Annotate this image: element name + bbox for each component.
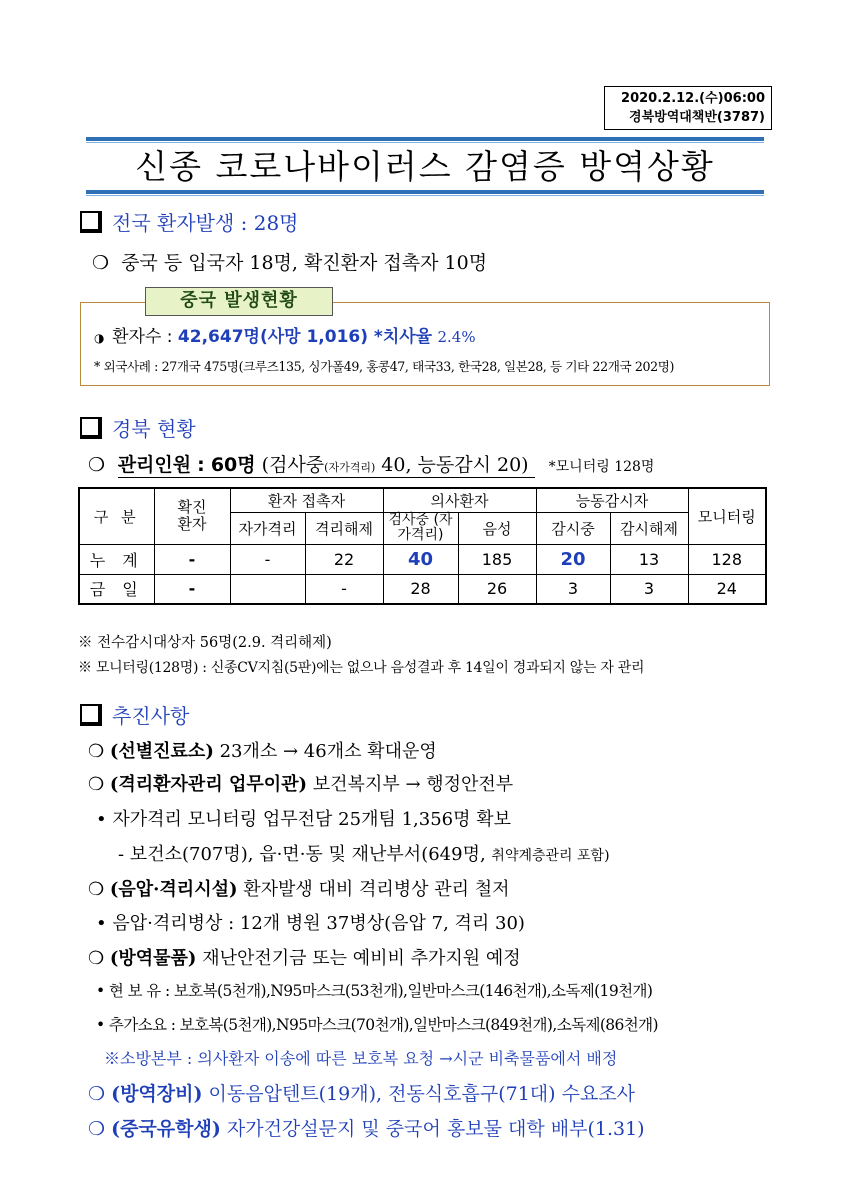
cell-monitoring: 128 <box>688 544 766 574</box>
circle-bullet-icon: ❍ <box>88 1118 112 1140</box>
china-status-label: 중국 발생현황 <box>145 287 333 316</box>
action-4-sub1 <box>96 979 652 1001</box>
title-rule-top <box>86 137 764 141</box>
cell-negative: 26 <box>458 574 536 604</box>
half-circle-bullet-icon: ◑ <box>94 331 113 345</box>
col-confirmed: 확진 환자 <box>154 488 230 544</box>
national-detail: 중국 등 입국자 18명, 확진환자 접촉자 10명 <box>121 252 488 274</box>
circle-bullet-icon: ❍ <box>88 879 110 900</box>
cell-testing: 28 <box>383 574 458 604</box>
report-office: 경북방역대책반(3787) <box>629 110 765 125</box>
circle-bullet-icon: ❍ <box>92 252 122 274</box>
action-4-sub2 <box>96 1013 658 1035</box>
cell-watching: 20 <box>536 544 610 574</box>
managed-colon: : <box>197 454 205 476</box>
china-patients-prefix: 환자수 : <box>112 327 173 347</box>
china-fatality-rate: 2.4% <box>437 328 476 346</box>
managed-label: 관리인원 <box>117 454 192 476</box>
national-heading: 전국 환자발생 : 28명 <box>112 211 299 235</box>
row-label: 누 계 <box>79 544 154 574</box>
action-5 <box>88 1079 635 1106</box>
action-4-note: ※소방본부 : 의사환자 이송에 따른 보호복 요청 →시군 비축물품에서 배정 <box>104 1049 618 1068</box>
title-rule-top-thin <box>86 142 764 143</box>
sub-watching: 감시중 <box>536 512 610 544</box>
date-stamp <box>604 86 772 130</box>
action-2-sub <box>96 805 511 831</box>
section-box-icon <box>80 211 102 233</box>
cell-confirmed: - <box>154 574 230 604</box>
china-patients-line <box>94 322 476 347</box>
cell-release: 22 <box>305 544 383 574</box>
note-2: ※ 모니터링(128명) : 신종CV지침(5판)에는 없으나 음성결과 후 14일이 경과되지 않는 자 관리 <box>78 660 645 676</box>
section-actions <box>80 700 189 729</box>
cell-self: - <box>230 544 305 574</box>
managed-detail-b: 40, 능동감시 20) <box>381 454 529 476</box>
sub-release: 격리해제 <box>305 512 383 544</box>
action-3-sub <box>96 909 525 935</box>
cell-self <box>230 574 305 604</box>
sub-self: 자가격리 <box>230 512 305 544</box>
action-2-sub2-text: - 보건소(707명), 읍·면·동 및 재난부서(649명, <box>118 844 486 865</box>
action-5-text: 이동음압텐트(19개), 전동식호흡구(71대) 수요조사 <box>208 1083 636 1105</box>
table-row <box>79 574 766 604</box>
report-date: 2020.2.12.(수)06:00 <box>621 91 765 106</box>
action-4-sub1-text: 현 보 유 : 보호복(5천개),N95마스크(53천개),일반마스크(146천개),소독제(19천개) <box>108 982 653 1000</box>
action-1-tag: (선별진료소) <box>109 741 214 762</box>
circle-bullet-icon: ❍ <box>88 454 112 476</box>
managed-detail-a: (검사중 <box>261 454 325 476</box>
action-6-text: 자가건강설문지 및 중국어 홍보물 대학 배부(1.31) <box>226 1118 645 1140</box>
action-2-sub2 <box>118 840 610 866</box>
cell-monitoring: 24 <box>688 574 766 604</box>
action-3 <box>88 875 510 901</box>
circle-bullet-icon: ❍ <box>88 774 110 795</box>
note-1: ※ 전수감시대상자 56명(2.9. 격리해제) <box>78 635 332 651</box>
dot-bullet-icon: • <box>96 913 113 934</box>
action-2-sub2-small: 취약계층관리 포함) <box>491 848 610 864</box>
dot-bullet-icon: • <box>96 809 113 830</box>
cell-negative: 185 <box>458 544 536 574</box>
action-6-tag: (중국유학생) <box>111 1118 221 1140</box>
group-active: 능동감시자 <box>536 488 688 512</box>
row-label: 금 일 <box>79 574 154 604</box>
action-4-sub2-text: 추가소요 : 보호복(5천개),N95마스크(70천개),일반마스크(849천개),소독제(86천개) <box>108 1016 658 1034</box>
sub-negative: 음성 <box>458 512 536 544</box>
cell-watch-release: 3 <box>610 574 688 604</box>
page-title: 신종 코로나바이러스 감염증 방역상황 <box>135 147 715 186</box>
section-box-icon <box>80 417 102 439</box>
action-4-text: 재난안전기금 또는 예비비 추가지원 예정 <box>202 948 521 969</box>
actions-heading: 추진사항 <box>112 704 190 728</box>
action-1 <box>88 737 437 763</box>
cell-testing: 40 <box>383 544 458 574</box>
action-4-tag: (방역물품) <box>109 948 197 969</box>
action-5-tag: (방역장비) <box>111 1083 203 1105</box>
sub-watch-release: 감시해제 <box>610 512 688 544</box>
circle-bullet-icon: ❍ <box>88 1083 112 1105</box>
managed-line <box>88 450 654 477</box>
group-contacts: 환자 접촉자 <box>230 488 383 512</box>
china-patients-value: 42,647명(사망 1,016) *치사율 <box>177 327 433 347</box>
col-gubun: 구 분 <box>79 488 154 544</box>
status-table <box>78 487 767 605</box>
section-gyeongbuk <box>80 413 196 442</box>
gyeongbuk-heading: 경북 현황 <box>112 417 196 441</box>
action-3-tag: (음압·격리시설) <box>109 879 238 900</box>
managed-total: 60명 <box>210 454 256 476</box>
cell-release: - <box>305 574 383 604</box>
china-overseas: * 외국사례 : 27개국 475명(크루즈135, 싱가폴49, 홍콩47, 태국33, 한국28, 일본28, 등 기타 22개국 202명) <box>94 359 674 374</box>
action-1-text: 23개소 → 46개소 확대운영 <box>219 741 437 762</box>
action-2-tag: (격리환자관리 업무이관) <box>109 774 308 795</box>
cell-watching: 3 <box>536 574 610 604</box>
managed-detail-small: (자가격리) <box>324 461 376 474</box>
action-2 <box>88 770 513 796</box>
circle-bullet-icon: ❍ <box>88 948 110 969</box>
dot-bullet-icon: • <box>96 1016 109 1034</box>
national-detail-line <box>92 248 487 275</box>
sub-testing: 검사중 (자가격리) <box>383 512 458 544</box>
circle-bullet-icon: ❍ <box>88 741 110 762</box>
title-rule-bottom <box>86 190 764 194</box>
cell-confirmed: - <box>154 544 230 574</box>
title-rule-bottom-thin <box>86 195 764 196</box>
table-row <box>79 544 766 574</box>
group-suspected: 의사환자 <box>383 488 536 512</box>
section-box-icon <box>80 704 102 726</box>
monitoring-note: *모니터링 128명 <box>548 459 655 475</box>
cell-watch-release: 13 <box>610 544 688 574</box>
action-4 <box>88 944 521 970</box>
action-3-sub-text: 음압·격리병상 : 12개 병원 37병상(음압 7, 격리 30) <box>112 913 525 934</box>
dot-bullet-icon: • <box>96 982 109 1000</box>
action-6 <box>88 1114 645 1141</box>
col-monitoring: 모니터링 <box>688 488 766 544</box>
action-2-text: 보건복지부 → 행정안전부 <box>312 774 514 795</box>
section-national <box>80 207 299 236</box>
action-3-text: 환자발생 대비 격리병상 관리 철저 <box>243 879 510 900</box>
action-2-sub-text: 자가격리 모니터링 업무전담 25개팀 1,356명 확보 <box>112 809 511 830</box>
